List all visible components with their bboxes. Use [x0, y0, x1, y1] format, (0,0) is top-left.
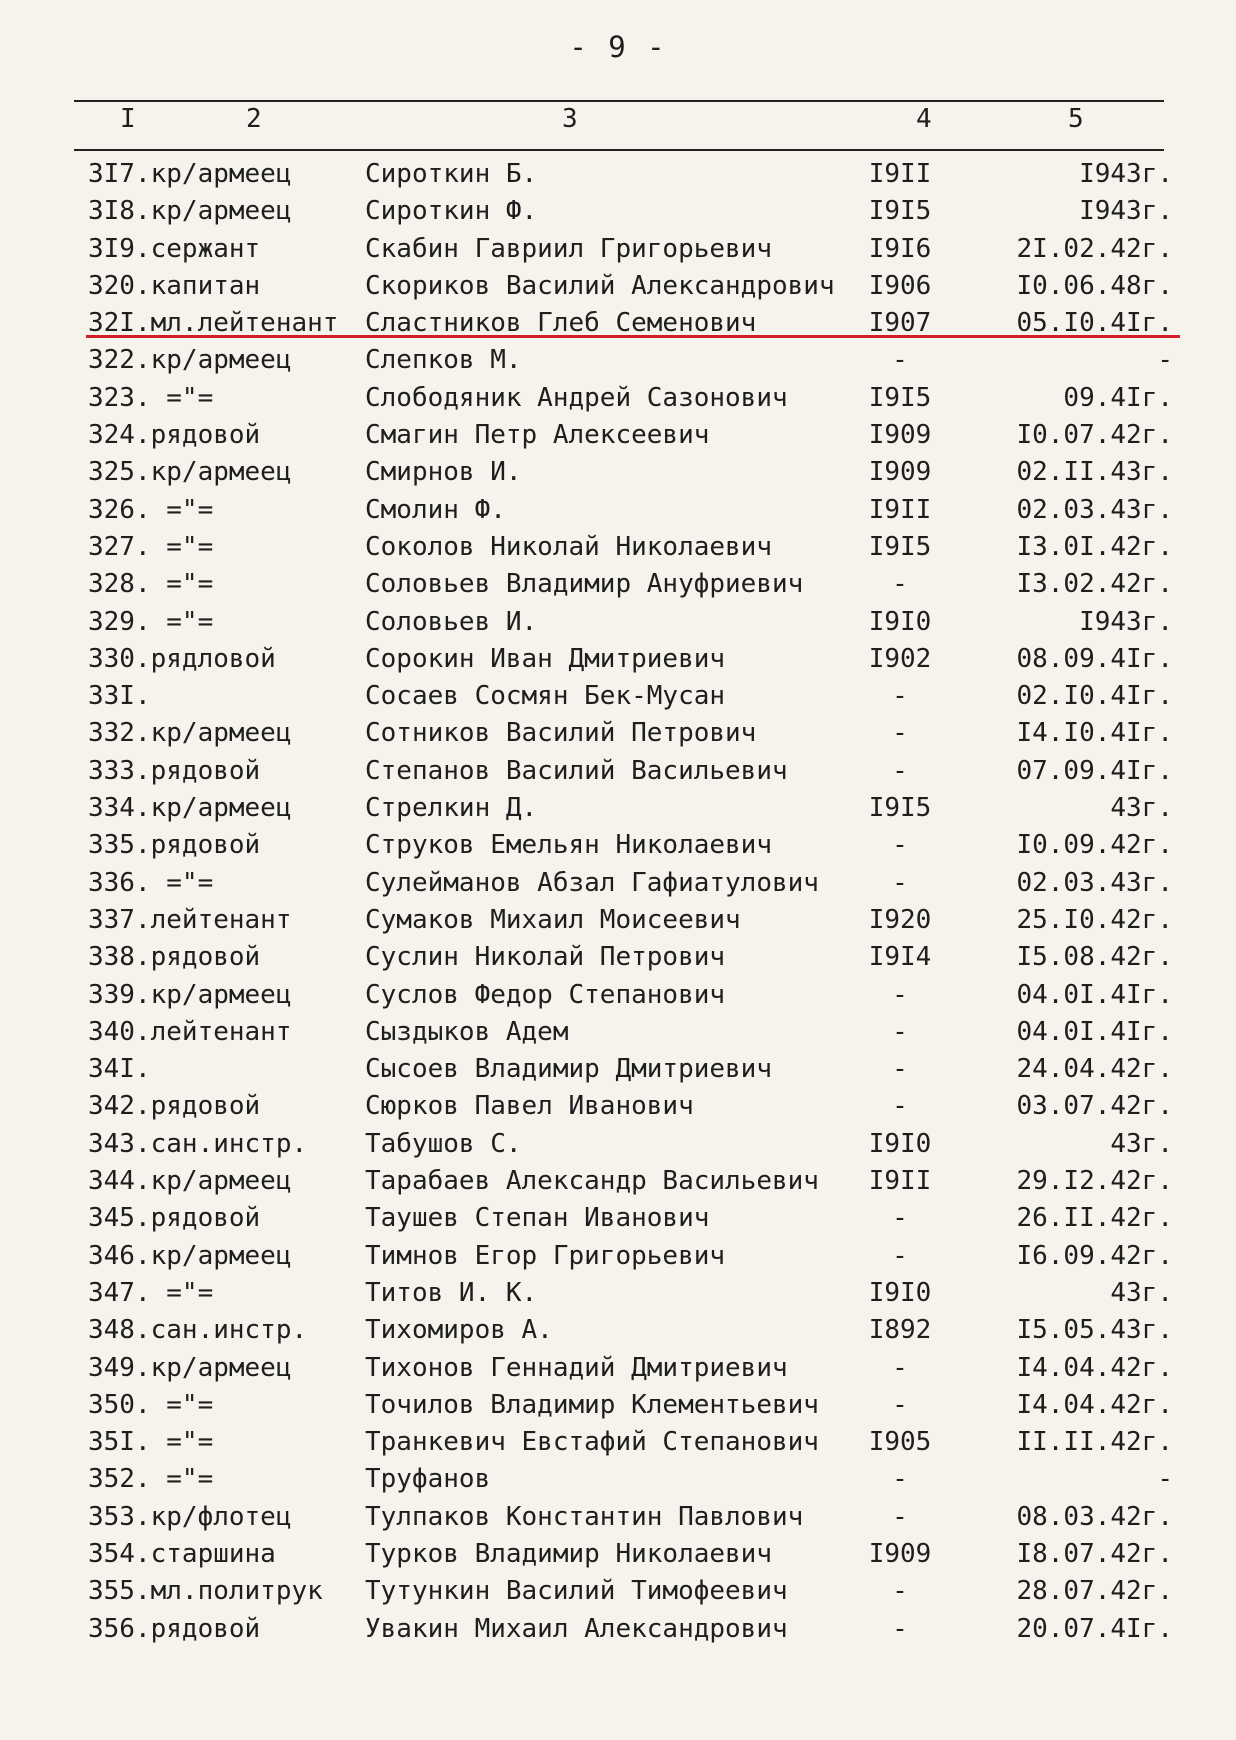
person-name: Смирнов И. — [365, 457, 522, 488]
row-number-rank: 330.рядловой — [88, 643, 276, 674]
red-highlight-underline — [86, 335, 1180, 338]
table-row — [0, 1536, 1236, 1573]
birth-year: - — [892, 979, 908, 1010]
table-row — [0, 380, 1236, 417]
person-name: Тимнов Егор Григорьевич — [365, 1240, 726, 1271]
death-date: II.II.42г. — [1016, 1427, 1173, 1458]
table-row — [0, 865, 1236, 902]
row-number-rank: 328. ="= — [88, 569, 214, 600]
row-number-rank: 343.сан.инстр. — [88, 1128, 308, 1159]
death-date: 20.07.4Iг. — [1016, 1613, 1173, 1644]
table-row — [0, 231, 1236, 268]
birth-year: - — [892, 569, 908, 600]
row-number-rank: 323. ="= — [88, 382, 214, 413]
death-date: 25.I0.42г. — [1016, 904, 1173, 935]
column-header-5: 5 — [1068, 104, 1084, 134]
row-number-rank: 334.кр/армеец — [88, 793, 292, 824]
death-date: 09.4Iг. — [1063, 382, 1173, 413]
row-number-rank: 336. ="= — [88, 867, 214, 898]
person-name: Сюрков Павел Иванович — [365, 1091, 694, 1122]
death-date: I5.05.43г. — [1016, 1315, 1173, 1346]
person-name: Смагин Петр Алексеевич — [365, 420, 710, 451]
birth-year: - — [892, 1501, 908, 1532]
table-row — [0, 790, 1236, 827]
person-name: Точилов Владимир Клементьевич — [365, 1389, 819, 1420]
person-name: Тутункин Василий Тимофеевич — [365, 1576, 788, 1607]
birth-year: I907 — [868, 308, 932, 339]
table-row — [0, 417, 1236, 454]
person-name: Скабин Гавриил Григорьевич — [365, 233, 772, 264]
birth-year: - — [892, 345, 908, 376]
death-date: 07.09.4Iг. — [1016, 755, 1173, 786]
birth-year: - — [892, 1464, 908, 1495]
birth-year: I909 — [868, 1538, 932, 1569]
person-name: Сироткин Ф. — [365, 196, 538, 227]
death-date: I4.04.42г. — [1016, 1352, 1173, 1383]
birth-year: I909 — [868, 420, 932, 451]
row-number-rank: 345.рядовой — [88, 1203, 261, 1234]
death-date: 08.09.4Iг. — [1016, 643, 1173, 674]
birth-year: I920 — [868, 904, 932, 935]
person-name: Сотников Василий Петрович — [365, 718, 757, 749]
birth-year: - — [892, 1576, 908, 1607]
table-row — [0, 1126, 1236, 1163]
table-row — [0, 1573, 1236, 1610]
row-number-rank: 324.рядовой — [88, 420, 261, 451]
table-row — [0, 939, 1236, 976]
death-date: I943г. — [1079, 159, 1173, 189]
person-name: Тулпаков Константин Павлович — [365, 1501, 804, 1532]
person-name: Сосаев Сосмян Бек-Мусан — [365, 681, 726, 712]
table-row — [0, 1387, 1236, 1424]
person-name: Тихонов Геннадий Дмитриевич — [365, 1352, 788, 1383]
row-number-rank: 338.рядовой — [88, 942, 261, 973]
death-date: I6.09.42г. — [1016, 1240, 1173, 1271]
table-row — [0, 1275, 1236, 1312]
birth-year: I9I5 — [868, 382, 932, 413]
birth-year: I9I5 — [868, 196, 932, 227]
row-number-rank: 332.кр/армеец — [88, 718, 292, 749]
column-header-4: 4 — [916, 104, 932, 134]
person-name: Сорокин Иван Дмитриевич — [365, 643, 726, 674]
page-number: - 9 - — [569, 30, 667, 64]
person-name: Увакин Михаил Александрович — [365, 1613, 788, 1644]
person-name: Сироткин Б. — [365, 159, 538, 189]
person-name: Соловьев Владимир Ануфриевич — [365, 569, 804, 600]
table-row — [0, 1014, 1236, 1051]
death-date: 02.03.43г. — [1016, 494, 1173, 525]
table-row — [0, 492, 1236, 529]
table-row — [0, 977, 1236, 1014]
person-name: Суслов Федор Степанович — [365, 979, 726, 1010]
death-date: 03.07.42г. — [1016, 1091, 1173, 1122]
table-row — [0, 1088, 1236, 1125]
birth-year: I9I0 — [868, 606, 932, 637]
row-number-rank: 320.капитан — [88, 270, 261, 301]
table-row — [0, 641, 1236, 678]
death-date: 24.04.42г. — [1016, 1054, 1173, 1085]
birth-year: I9I6 — [868, 233, 932, 264]
row-number-rank: 346.кр/армеец — [88, 1240, 292, 1271]
birth-year: - — [892, 1016, 908, 1047]
death-date: I0.06.48г. — [1016, 270, 1173, 301]
birth-year: I9II — [868, 159, 932, 189]
row-number-rank: 335.рядовой — [88, 830, 261, 861]
records-table — [0, 156, 1236, 1648]
table-top-rule — [74, 100, 1164, 102]
row-number-rank: 344.кр/армеец — [88, 1166, 292, 1197]
row-number-rank: 33I. — [88, 681, 151, 712]
row-number-rank: 34I. — [88, 1054, 151, 1085]
person-name: Транкевич Евстафий Степанович — [365, 1427, 819, 1458]
birth-year: - — [892, 718, 908, 749]
person-name: Смолин Ф. — [365, 494, 506, 525]
death-date: 04.0I.4Iг. — [1016, 1016, 1173, 1047]
table-row — [0, 156, 1236, 193]
table-row — [0, 1499, 1236, 1536]
birth-year: - — [892, 1091, 908, 1122]
table-row — [0, 454, 1236, 491]
row-number-rank: 322.кр/армеец — [88, 345, 292, 376]
birth-year: - — [892, 867, 908, 898]
row-number-rank: 349.кр/армеец — [88, 1352, 292, 1383]
table-row — [0, 1051, 1236, 1088]
death-date: 04.0I.4Iг. — [1016, 979, 1173, 1010]
birth-year: - — [892, 1613, 908, 1644]
person-name: Соловьев И. — [365, 606, 538, 637]
row-number-rank: 3I7.кр/армеец — [88, 159, 292, 189]
person-name: Слепков М. — [365, 345, 522, 376]
row-number-rank: 355.мл.политрук — [88, 1576, 323, 1607]
row-number-rank: 356.рядовой — [88, 1613, 261, 1644]
column-header-1: I — [120, 104, 136, 134]
death-date: I3.02.42г. — [1016, 569, 1173, 600]
table-row — [0, 566, 1236, 603]
birth-year: - — [892, 681, 908, 712]
table-row — [0, 604, 1236, 641]
person-name: Турков Владимир Николаевич — [365, 1538, 772, 1569]
birth-year: I906 — [868, 270, 932, 301]
person-name: Сластников Глеб Семенович — [365, 308, 757, 339]
person-name: Тарабаев Александр Васильевич — [365, 1166, 819, 1197]
birth-year: I902 — [868, 643, 932, 674]
person-name: Табушов С. — [365, 1128, 522, 1159]
birth-year: I909 — [868, 457, 932, 488]
row-number-rank: 353.кр/флотец — [88, 1501, 292, 1532]
person-name: Сысоев Владимир Дмитриевич — [365, 1054, 772, 1085]
table-row — [0, 827, 1236, 864]
person-name: Труфанов — [365, 1464, 491, 1495]
death-date: 02.I0.4Iг. — [1016, 681, 1173, 712]
birth-year: I905 — [868, 1427, 932, 1458]
birth-year: - — [892, 1054, 908, 1085]
table-row — [0, 1238, 1236, 1275]
table-row — [0, 1312, 1236, 1349]
birth-year: I9I0 — [868, 1277, 932, 1308]
row-number-rank: 327. ="= — [88, 531, 214, 562]
birth-year: - — [892, 1203, 908, 1234]
table-row — [0, 1200, 1236, 1237]
table-row — [0, 268, 1236, 305]
death-date: - — [1157, 1464, 1173, 1495]
row-number-rank: 32I.мл.лейтенант — [88, 308, 339, 339]
birth-year: I9I4 — [868, 942, 932, 973]
birth-year: - — [892, 830, 908, 861]
row-number-rank: 354.старшина — [88, 1538, 276, 1569]
birth-year: I9II — [868, 1166, 932, 1197]
birth-year: - — [892, 1352, 908, 1383]
row-number-rank: 326. ="= — [88, 494, 214, 525]
row-number-rank: 352. ="= — [88, 1464, 214, 1495]
row-number-rank: 333.рядовой — [88, 755, 261, 786]
row-number-rank: 35I. ="= — [88, 1427, 214, 1458]
table-row — [0, 715, 1236, 752]
birth-year: I9I0 — [868, 1128, 932, 1159]
death-date: I943г. — [1079, 196, 1173, 227]
row-number-rank: 325.кр/армеец — [88, 457, 292, 488]
person-name: Сыздыков Адем — [365, 1016, 569, 1047]
row-number-rank: 337.лейтенант — [88, 904, 292, 935]
table-row — [0, 1461, 1236, 1498]
birth-year: I9I5 — [868, 793, 932, 824]
table-row — [0, 902, 1236, 939]
row-number-rank: 339.кр/армеец — [88, 979, 292, 1010]
birth-year: I9II — [868, 494, 932, 525]
person-name: Сумаков Михаил Моисеевич — [365, 904, 741, 935]
person-name: Суслин Николай Петрович — [365, 942, 726, 973]
row-number-rank: 342.рядовой — [88, 1091, 261, 1122]
death-date: I5.08.42г. — [1016, 942, 1173, 973]
birth-year: I892 — [868, 1315, 932, 1346]
table-row — [0, 342, 1236, 379]
table-row — [0, 1350, 1236, 1387]
person-name: Таушев Степан Иванович — [365, 1203, 710, 1234]
death-date: 43г. — [1110, 1277, 1173, 1308]
death-date: I0.09.42г. — [1016, 830, 1173, 861]
death-date: 29.I2.42г. — [1016, 1166, 1173, 1197]
row-number-rank: 340.лейтенант — [88, 1016, 292, 1047]
column-header-3: 3 — [562, 104, 578, 134]
row-number-rank: 350. ="= — [88, 1389, 214, 1420]
death-date: 43г. — [1110, 1128, 1173, 1159]
table-row — [0, 193, 1236, 230]
death-date: I0.07.42г. — [1016, 420, 1173, 451]
row-number-rank: 329. ="= — [88, 606, 214, 637]
table-row — [0, 678, 1236, 715]
person-name: Степанов Василий Васильевич — [365, 755, 788, 786]
row-number-rank: 347. ="= — [88, 1277, 214, 1308]
person-name: Струков Емельян Николаевич — [365, 830, 772, 861]
person-name: Сулейманов Абзал Гафиатулович — [365, 867, 819, 898]
table-row — [0, 1163, 1236, 1200]
row-number-rank: 3I8.кр/армеец — [88, 196, 292, 227]
birth-year: I9I5 — [868, 531, 932, 562]
table-row — [0, 1424, 1236, 1461]
death-date: 2I.02.42г. — [1016, 233, 1173, 264]
death-date: 08.03.42г. — [1016, 1501, 1173, 1532]
column-header-2: 2 — [246, 104, 262, 134]
death-date: I4.04.42г. — [1016, 1389, 1173, 1420]
death-date: I943г. — [1079, 606, 1173, 637]
birth-year: - — [892, 1240, 908, 1271]
table-row — [0, 1611, 1236, 1648]
person-name: Скориков Василий Александрович — [365, 270, 835, 301]
row-number-rank: 348.сан.инстр. — [88, 1315, 308, 1346]
person-name: Слободяник Андрей Сазонович — [365, 382, 788, 413]
death-date: 43г. — [1110, 793, 1173, 824]
birth-year: - — [892, 755, 908, 786]
person-name: Тихомиров А. — [365, 1315, 553, 1346]
person-name: Стрелкин Д. — [365, 793, 538, 824]
table-header-rule — [74, 149, 1164, 151]
death-date: I8.07.42г. — [1016, 1538, 1173, 1569]
death-date: 26.II.42г. — [1016, 1203, 1173, 1234]
table-row — [0, 753, 1236, 790]
death-date: - — [1157, 345, 1173, 376]
death-date: 02.II.43г. — [1016, 457, 1173, 488]
death-date: I4.I0.4Iг. — [1016, 718, 1173, 749]
death-date: 02.03.43г. — [1016, 867, 1173, 898]
birth-year: - — [892, 1389, 908, 1420]
death-date: 28.07.42г. — [1016, 1576, 1173, 1607]
row-number-rank: 3I9.сержант — [88, 233, 261, 264]
death-date: I3.0I.42г. — [1016, 531, 1173, 562]
death-date: 05.I0.4Iг. — [1016, 308, 1173, 339]
table-row — [0, 529, 1236, 566]
person-name: Соколов Николай Николаевич — [365, 531, 772, 562]
person-name: Титов И. К. — [365, 1277, 538, 1308]
